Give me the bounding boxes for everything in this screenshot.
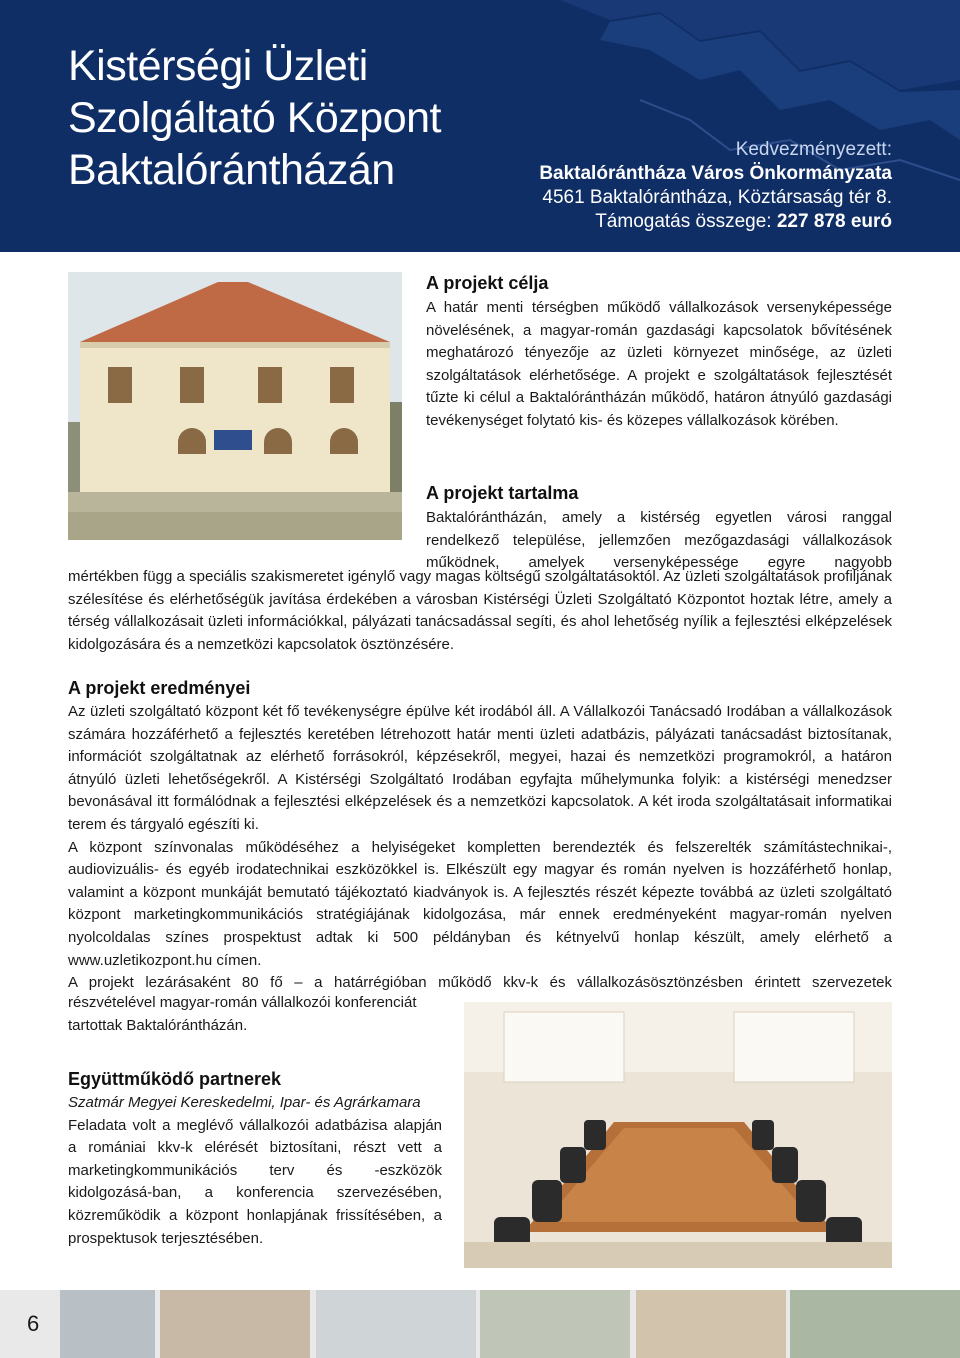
title-line-2: Szolgáltató Központ bbox=[68, 94, 441, 142]
partners-heading: Együttműködő partnerek bbox=[68, 1069, 282, 1089]
results-heading: A projekt eredményei bbox=[68, 678, 251, 698]
support-amount: 227 878 euró bbox=[776, 211, 892, 232]
building-photo bbox=[68, 272, 402, 540]
partner-name: Szatmár Megyei Kereskedelmi, Ipar- és Agrárkamara bbox=[68, 1094, 421, 1111]
goal-text: A határ menti térségben működő vállalkozások versenyképessége növelésének, a magyar-román gazdasági kapcsolatok bővítésének meghatározó tényezője az üzleti környezet minősége, az üzleti szolgáltatások elérhetősége. A projekt e szolgáltatások fejlesztését tűzte ki célul a Baktalórántházán működő, határon átnyúló gazdasági tevékenységet folytató kis- és közepes vállalkozások körében. bbox=[426, 299, 892, 429]
content-section-bottom bbox=[68, 566, 892, 656]
results-paragraph-3: A projekt lezárásaként 80 fő – a határrégióban működő kkv-k és vállalkozásösztönzésben érintett szervezetek bbox=[68, 974, 892, 992]
results-paragraph-1: Az üzleti szolgáltató központ két fő tevékenységre épülve két irodából áll. A Vállalkozói Tanácsadó Irodában a vállalkozások számára hozzáférhető a fejlesztés keretében létrehozott határ menti üzleti adatbázis, pályázati tanácsadást biztosítanak, információt szolgáltatnak az elérhető forrásokról, képzésekről, megyei, hazai és nemzetközi programokról, a határon átnyúló üzleti lehetőségekről. A Kistérségi Szolgáltató Irodában egyfajta műhelymunka folyik: a kistérségi menedzser bevonásával itt formálódnak a fejlesztési elképzelések és a nemzetközi kapcsolatok. A két iroda szolgáltatásait informatikai terem és tárgyaló egészíti ki. bbox=[68, 703, 892, 833]
title-line-1: Kistérségi Üzleti bbox=[68, 42, 368, 90]
content-heading: A projekt tartalma bbox=[426, 483, 579, 503]
content-section-top bbox=[426, 482, 892, 575]
content-text-full: mértékben függ a speciális szakismeretet igénylő vagy magas költségű szolgáltatásoktól. Az üzleti szolgáltatások profiljának szélesítése és elérhetőségük javítása érdekében a városban Kistérségi Üzleti Szolgáltató Központot hoztak létre, amely a térség vállalkozásait üzleti információkkal, pályázati tanácsadással segíti, és ahol lehetőség nyílik a fejlesztési elképzelések kidolgozására és a nemzetközi kapcsolatok ösztönzésére. bbox=[68, 568, 892, 653]
title-line-3: Baktalórántházán bbox=[68, 146, 395, 194]
support-label: Támogatás összege: bbox=[595, 211, 772, 232]
results-section bbox=[68, 677, 892, 995]
results-paragraph-2: A központ színvonalas működéséhez a helyiségeket kompletten berendezték és felszerelték számítástechnikai-, audiovizuális- és egyéb irodatechnikai eszközökkel is. Elkészült egy magyar és román nyelven is hozzáférhető honlap, valamint a központ munkáját bemutató tájékoztató kiadványok is. A fejlesztés részét képezte továbbá az üzleti szolgáltató központ marketingkommunikációs stratégiájának kidolgozása, már ennek eredményeként magyar-román nyelven nyolcoldalas színes prospektust adtak ki 500 példányban és kétnyelvű honlap készült, amely elérhető a www.uzletikozpont.hu címen. bbox=[68, 838, 892, 969]
page-title bbox=[68, 40, 488, 196]
conference-room-photo bbox=[464, 1002, 892, 1268]
results-paragraph-3-continued: részvételével magyar-román vállalkozói konferenciát tartottak Baktalórántházán. bbox=[68, 994, 417, 1034]
beneficiary-name: Baktalórántháza Város Önkormányzata bbox=[539, 163, 892, 184]
goal-heading: A projekt célja bbox=[426, 273, 549, 293]
beneficiary-address: 4561 Baktalórántháza, Köztársaság tér 8. bbox=[542, 187, 892, 208]
support-line bbox=[539, 210, 892, 234]
footer-photo-strip bbox=[0, 1290, 960, 1358]
goal-section bbox=[426, 272, 892, 433]
results-section-wrapped bbox=[68, 992, 448, 1037]
beneficiary-block bbox=[539, 138, 892, 234]
page-number: 6 bbox=[27, 1311, 40, 1336]
header-band bbox=[0, 0, 960, 252]
partners-section bbox=[68, 1068, 442, 1250]
beneficiary-label: Kedvezményezett: bbox=[735, 139, 892, 160]
partners-text: Feladata volt a meglévő vállalkozói adatbázisa alapján a romániai kkv-k elérését biztosítani, részt vett a marketingkommunikációs terv és -eszközök kidolgozásá-ban, a konferencia szervezésében, közreműködik a központ honlapjának frissítésében, a prospektusok terjesztésében. bbox=[68, 1116, 442, 1247]
content-text-wrapped: Baktalórántházán, amely a kistérség egyetlen városi ranggal rendelkező települése, jellemzően mezőgazdasági vállalkozások működnek, amelyek versenyképessége egyre nagyobb bbox=[426, 509, 892, 572]
